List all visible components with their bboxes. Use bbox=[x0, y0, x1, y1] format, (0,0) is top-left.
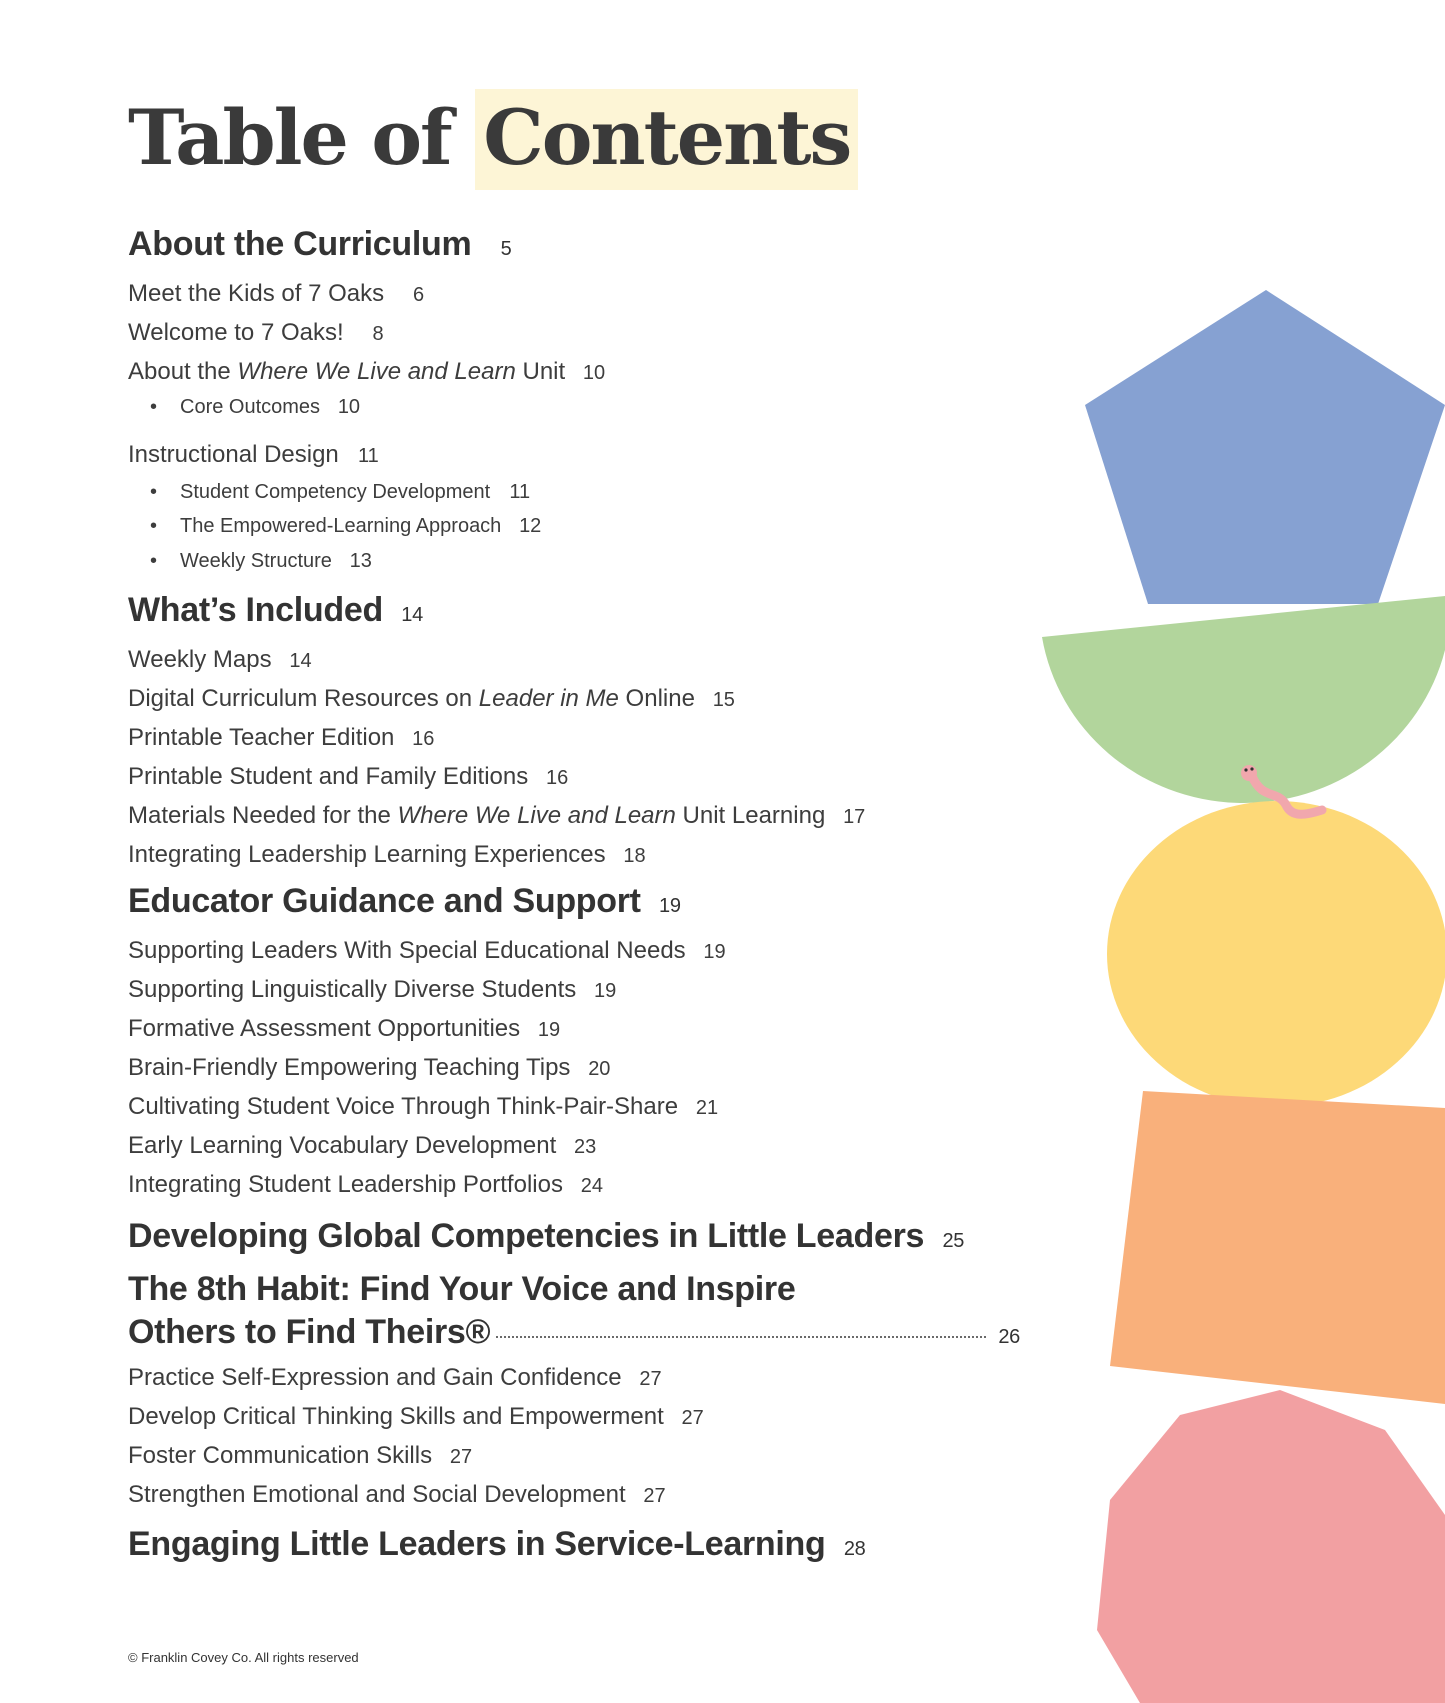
toc-page-number: 10 bbox=[582, 362, 606, 384]
toc-entry[interactable] bbox=[128, 724, 434, 752]
toc-label: • Weekly Structure bbox=[180, 550, 332, 572]
toc-page-number: 20 bbox=[588, 1058, 611, 1080]
toc-label: Printable Student and Family Editions bbox=[128, 763, 529, 790]
toc-label: Developing Global Competencies in Little Leaders bbox=[128, 1217, 925, 1255]
toc-label: Instructional Design bbox=[128, 441, 339, 468]
copyright-footer: © Franklin Covey Co. All rights reserved bbox=[128, 1650, 359, 1665]
toc-label: Educator Guidance and Support bbox=[128, 882, 641, 920]
title-highlight bbox=[475, 89, 858, 190]
toc-label bbox=[128, 358, 565, 386]
title-part-2: Contents bbox=[483, 93, 851, 182]
pentagon-shape bbox=[1085, 290, 1445, 604]
toc-label: Engaging Little Leaders in Service-Learning bbox=[128, 1525, 826, 1563]
toc-label: Practice Self-Expression and Gain Confidence bbox=[128, 1364, 622, 1391]
toc-page-number: 26 bbox=[998, 1326, 1020, 1348]
toc-label: • The Empowered-Learning Approach bbox=[180, 515, 502, 537]
toc-page-number: 27 bbox=[681, 1407, 704, 1429]
toc-page-number: 17 bbox=[843, 806, 866, 828]
toc-entry[interactable] bbox=[128, 1442, 472, 1470]
circle-shape bbox=[1107, 801, 1445, 1107]
toc-label: Printable Teacher Edition bbox=[128, 724, 395, 751]
toc-page-number: 27 bbox=[449, 1446, 473, 1468]
toc-entry[interactable] bbox=[128, 1481, 666, 1509]
toc-page-number: 15 bbox=[712, 689, 735, 711]
toc-entry[interactable] bbox=[128, 1054, 610, 1082]
toc-page-number: 23 bbox=[574, 1136, 597, 1158]
toc-label: • Student Competency Development bbox=[180, 481, 491, 503]
toc-page-number: 19 bbox=[659, 895, 681, 917]
toc-label: Foster Communication Skills bbox=[128, 1442, 433, 1469]
toc-entry[interactable] bbox=[128, 685, 735, 713]
toc-label-line-2-row bbox=[128, 1313, 1020, 1352]
toc-label-pre: Digital Curriculum Resources on bbox=[128, 685, 479, 712]
toc-entry[interactable] bbox=[128, 646, 312, 674]
toc-page-number: 6 bbox=[413, 284, 425, 306]
toc-entry[interactable] bbox=[128, 841, 646, 869]
toc-label: Meet the Kids of 7 Oaks bbox=[128, 280, 385, 307]
toc-entry[interactable] bbox=[128, 280, 424, 308]
toc-page-number: 28 bbox=[843, 1538, 866, 1560]
toc-label: Formative Assessment Opportunities bbox=[128, 1015, 521, 1042]
toc-section-global-competencies[interactable] bbox=[128, 1217, 964, 1256]
toc-label: What’s Included bbox=[128, 591, 383, 629]
toc-entry[interactable] bbox=[128, 1403, 704, 1431]
toc-entry[interactable] bbox=[128, 441, 379, 469]
toc-subentry[interactable] bbox=[180, 481, 530, 504]
toc-section-8th-habit[interactable] bbox=[128, 1270, 1020, 1352]
toc-entry[interactable] bbox=[128, 319, 384, 347]
toc-page-number: 25 bbox=[942, 1230, 965, 1252]
page-title bbox=[128, 93, 858, 182]
toc-page-number: 27 bbox=[639, 1368, 662, 1390]
toc-section-whats-included[interactable] bbox=[128, 591, 423, 630]
toc-section-service-learning[interactable] bbox=[128, 1525, 865, 1564]
toc-page-number: 16 bbox=[412, 728, 435, 750]
toc-entry[interactable] bbox=[128, 358, 605, 386]
toc-page-number: 8 bbox=[372, 323, 384, 345]
toc-label-post: Online bbox=[618, 685, 695, 712]
toc-subentry[interactable] bbox=[180, 515, 541, 538]
toc-label: Brain-Friendly Empowering Teaching Tips bbox=[128, 1054, 571, 1081]
toc-entry[interactable] bbox=[128, 937, 726, 965]
toc-subentry[interactable] bbox=[180, 550, 372, 573]
toc-label: Supporting Linguistically Diverse Students bbox=[128, 976, 577, 1003]
toc-page-number: 11 bbox=[509, 481, 531, 503]
toc-entry[interactable] bbox=[128, 802, 865, 830]
toc-label-line-1: The 8th Habit: Find Your Voice and Inspire bbox=[128, 1270, 796, 1308]
toc-label-italic: Where We Live and Learn bbox=[397, 802, 676, 829]
toc-label bbox=[128, 685, 695, 713]
toc-page-number: 12 bbox=[519, 515, 542, 537]
square-shape bbox=[1110, 1091, 1445, 1404]
toc-label-pre: About the bbox=[128, 358, 238, 385]
toc-label: Welcome to 7 Oaks! bbox=[128, 319, 344, 346]
toc-label-post: Unit Learning bbox=[675, 802, 826, 829]
toc-label: About the Curriculum bbox=[128, 225, 472, 263]
toc-label-italic: Leader in Me bbox=[478, 685, 619, 712]
octagon-shape bbox=[1097, 1390, 1445, 1703]
toc-page-number: 19 bbox=[703, 941, 726, 963]
toc-entry[interactable] bbox=[128, 1015, 560, 1043]
toc-subentry[interactable] bbox=[180, 396, 360, 419]
leader-dots bbox=[496, 1336, 986, 1338]
toc-label: Cultivating Student Voice Through Think-Pair-Share bbox=[128, 1093, 679, 1120]
toc-page-number: 21 bbox=[695, 1097, 719, 1119]
toc-label: Integrating Student Leadership Portfolios bbox=[128, 1171, 563, 1198]
toc-label: Develop Critical Thinking Skills and Empowerment bbox=[128, 1403, 664, 1430]
toc-page-number: 11 bbox=[358, 445, 379, 467]
toc-page-number: 19 bbox=[537, 1019, 561, 1041]
toc-page-number: 27 bbox=[643, 1485, 666, 1507]
toc-page-number: 5 bbox=[500, 238, 512, 260]
toc-page-number: 14 bbox=[289, 650, 312, 672]
toc-label-post: Unit bbox=[515, 358, 566, 385]
title-part-1: Table of bbox=[128, 93, 451, 182]
toc-label: Weekly Maps bbox=[128, 646, 272, 673]
toc-entry[interactable] bbox=[128, 1093, 718, 1121]
toc-entry[interactable] bbox=[128, 976, 616, 1004]
toc-page-number: 10 bbox=[337, 396, 361, 418]
toc-section-about-curriculum[interactable] bbox=[128, 225, 511, 264]
toc-page-number: 14 bbox=[401, 604, 423, 626]
toc-label: • Core Outcomes bbox=[180, 396, 321, 418]
toc-page-number: 19 bbox=[594, 980, 617, 1002]
toc-entry[interactable] bbox=[128, 1171, 603, 1199]
toc-label bbox=[128, 802, 825, 830]
toc-label: Strengthen Emotional and Social Development bbox=[128, 1481, 626, 1508]
toc-section-educator-guidance[interactable] bbox=[128, 882, 681, 921]
toc-page-number: 16 bbox=[545, 767, 569, 789]
toc-label: Supporting Leaders With Special Educational Needs bbox=[128, 937, 686, 964]
decorative-shapes bbox=[1030, 270, 1445, 1703]
toc-label-line-2: Others to Find Theirs® bbox=[128, 1313, 491, 1351]
toc-page-number: 24 bbox=[580, 1175, 603, 1197]
toc-entry[interactable] bbox=[128, 763, 568, 791]
toc-page-number: 13 bbox=[349, 550, 372, 572]
toc-label: Integrating Leadership Learning Experiences bbox=[128, 841, 606, 868]
toc-label-pre: Materials Needed for the bbox=[128, 802, 398, 829]
toc-entry[interactable] bbox=[128, 1132, 596, 1160]
toc-entry[interactable] bbox=[128, 1364, 662, 1392]
toc-label-italic: Where We Live and Learn bbox=[237, 358, 516, 385]
toc-label: Early Learning Vocabulary Development bbox=[128, 1132, 557, 1159]
toc-page-number: 18 bbox=[623, 845, 646, 867]
